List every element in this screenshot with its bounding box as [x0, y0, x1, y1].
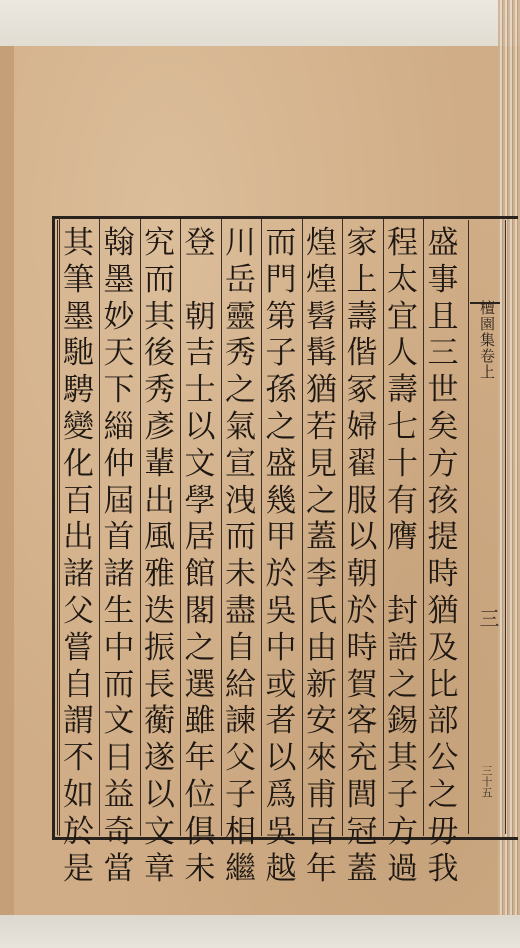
character: 文 [184, 445, 216, 482]
character: 學 [184, 482, 216, 519]
character: 文 [103, 703, 135, 740]
character: 幾 [265, 482, 297, 519]
character: 中 [265, 629, 297, 666]
page-number: 三十五 [480, 765, 493, 798]
character: 靈 [225, 298, 256, 335]
character: 位 [184, 776, 216, 813]
character: 未 [225, 556, 256, 593]
character: 孫 [265, 372, 297, 409]
character: 來 [306, 740, 337, 777]
character: 於 [63, 813, 94, 850]
character: 馳 [63, 335, 94, 372]
character: 矣 [427, 408, 459, 445]
character: 之 [427, 776, 459, 813]
character: 年 [184, 740, 216, 777]
character: 客 [346, 703, 378, 740]
character: 事 [427, 261, 459, 298]
character: 盛 [427, 225, 459, 261]
character: 吉 [184, 335, 216, 372]
character: 輩 [144, 445, 175, 482]
text-column [100, 225, 138, 890]
character: 究 [144, 225, 175, 261]
character: 如 [63, 776, 94, 813]
character: 孩 [427, 482, 459, 519]
character: 當 [103, 850, 135, 887]
character: 諸 [63, 556, 94, 593]
character: 振 [144, 629, 175, 666]
character: 秀 [144, 372, 175, 409]
character: 後 [144, 335, 175, 372]
character: 過 [387, 850, 418, 887]
column-rule [383, 219, 384, 836]
character: 翰 [103, 225, 135, 261]
character: 秀 [225, 335, 256, 372]
character: 充 [346, 740, 378, 777]
character: 父 [225, 740, 256, 777]
character: 誥 [387, 629, 418, 666]
character: 長 [144, 666, 175, 703]
character: 朝 [184, 298, 216, 335]
character: 安 [306, 703, 337, 740]
character: 而 [144, 261, 175, 298]
character: 選 [184, 666, 216, 703]
leaf-mark: 三 [476, 608, 500, 628]
text-column [303, 225, 341, 890]
character: 洩 [225, 482, 256, 519]
text-column [343, 225, 381, 890]
character: 百 [306, 813, 337, 850]
character: 生 [103, 592, 135, 629]
character: 妙 [103, 298, 135, 335]
character: 墨 [63, 298, 94, 335]
character: 十 [387, 445, 418, 482]
character: 甫 [306, 776, 337, 813]
character: 見 [306, 445, 337, 482]
character: 日 [103, 740, 135, 777]
character: 以 [144, 776, 175, 813]
text-column [60, 225, 98, 890]
character: 部 [427, 703, 459, 740]
character: 諫 [225, 703, 256, 740]
character: 宜 [387, 298, 418, 335]
text-column [262, 225, 300, 890]
character: 父 [63, 592, 94, 629]
character: 而 [225, 519, 256, 556]
character: 遂 [144, 740, 175, 777]
character: 雅 [144, 556, 175, 593]
character: 爲 [265, 776, 297, 813]
character: 家 [346, 225, 378, 261]
character: 岳 [225, 261, 256, 298]
character: 百 [63, 482, 94, 519]
character: 自 [63, 666, 94, 703]
character: 於 [265, 556, 297, 593]
character: 以 [265, 740, 297, 777]
character: 猶 [306, 372, 337, 409]
character: 之 [184, 629, 216, 666]
character: 屆 [103, 482, 135, 519]
character: 偕 [346, 335, 378, 372]
character: 益 [103, 776, 135, 813]
character: 化 [63, 445, 94, 482]
character: 雖 [184, 703, 216, 740]
character: 方 [427, 445, 459, 482]
character: 風 [144, 519, 175, 556]
character: 方 [387, 813, 418, 850]
character: 緇 [103, 408, 135, 445]
character: 若 [306, 408, 337, 445]
character: 及 [427, 629, 459, 666]
character: 變 [63, 408, 94, 445]
character: 以 [346, 519, 378, 556]
character: 彥 [144, 408, 175, 445]
character: 盛 [265, 445, 297, 482]
character: 嘗 [63, 629, 94, 666]
character: 登 [184, 225, 216, 261]
character: 出 [63, 519, 94, 556]
left-page-edge [0, 46, 15, 915]
character: 煌 [306, 261, 337, 298]
character: 新 [306, 666, 337, 703]
column-rule [261, 219, 262, 836]
character: 首 [103, 519, 135, 556]
character: 服 [346, 482, 378, 519]
character [195, 265, 205, 302]
character: 以 [184, 408, 216, 445]
character: 封 [387, 592, 418, 629]
character: 公 [427, 740, 459, 777]
character: 館 [184, 556, 216, 593]
character: 居 [184, 519, 216, 556]
character: 是 [63, 850, 94, 887]
character [398, 559, 408, 596]
character: 仲 [103, 445, 135, 482]
character: 中 [103, 629, 135, 666]
character: 子 [387, 776, 418, 813]
character: 閭 [346, 776, 378, 813]
character: 時 [346, 629, 378, 666]
character: 第 [265, 298, 297, 335]
character: 士 [184, 372, 216, 409]
character: 騁 [63, 372, 94, 409]
character: 俱 [184, 813, 216, 850]
character: 太 [387, 261, 418, 298]
character: 錫 [387, 703, 418, 740]
character: 天 [103, 335, 135, 372]
column-rule [59, 219, 60, 836]
character: 出 [144, 482, 175, 519]
character: 而 [103, 666, 135, 703]
text-column [424, 225, 462, 890]
character: 宣 [225, 445, 256, 482]
character: 七 [387, 408, 418, 445]
character: 膺 [387, 519, 418, 556]
page-top-margin [0, 0, 520, 46]
character: 自 [225, 629, 256, 666]
character: 煌 [306, 225, 337, 261]
character: 朝 [346, 556, 378, 593]
character: 筆 [63, 261, 94, 298]
text-column [384, 225, 422, 890]
character: 蓋 [346, 850, 378, 887]
character: 於 [346, 592, 378, 629]
text-column [181, 225, 219, 890]
character: 毋 [427, 813, 459, 850]
character: 氣 [225, 408, 256, 445]
character: 子 [225, 776, 256, 813]
character: 李 [306, 556, 337, 593]
character: 門 [265, 261, 297, 298]
character: 或 [265, 666, 297, 703]
character: 子 [265, 335, 297, 372]
character: 翟 [346, 445, 378, 482]
character: 比 [427, 666, 459, 703]
character: 程 [387, 225, 418, 261]
character: 其 [387, 740, 418, 777]
character: 有 [387, 482, 418, 519]
character: 上 [346, 261, 378, 298]
character: 蓋 [306, 519, 337, 556]
character: 之 [306, 482, 337, 519]
character: 冠 [346, 813, 378, 850]
character: 未 [184, 850, 216, 887]
character: 吳 [265, 592, 297, 629]
column-rule [221, 219, 222, 836]
character: 冢 [346, 372, 378, 409]
character: 奇 [103, 813, 135, 850]
character: 墨 [103, 261, 135, 298]
column-rule [302, 219, 303, 836]
character: 其 [63, 225, 94, 261]
character: 提 [427, 519, 459, 556]
character: 賀 [346, 666, 378, 703]
character: 章 [144, 850, 175, 887]
character: 不 [63, 740, 94, 777]
character: 越 [265, 850, 297, 887]
character: 諸 [103, 556, 135, 593]
page-bottom-margin [0, 915, 520, 948]
character: 繼 [225, 850, 256, 887]
character: 髯 [306, 335, 337, 372]
character: 婦 [346, 408, 378, 445]
character: 而 [265, 225, 297, 261]
character: 壽 [346, 298, 378, 335]
column-rule [423, 219, 424, 836]
character: 年 [306, 850, 337, 887]
character: 吳 [265, 813, 297, 850]
character: 且 [427, 298, 459, 335]
character: 人 [387, 335, 418, 372]
character: 其 [144, 298, 175, 335]
text-column [222, 225, 260, 890]
fish-tail-title: 檀園集卷上 [478, 300, 496, 380]
character: 之 [265, 408, 297, 445]
character: 甲 [265, 519, 297, 556]
character: 壽 [387, 372, 418, 409]
column-rule [99, 219, 100, 836]
character: 蘅 [144, 703, 175, 740]
character: 給 [225, 666, 256, 703]
character: 盡 [225, 592, 256, 629]
character: 世 [427, 372, 459, 409]
character: 由 [306, 629, 337, 666]
character: 閣 [184, 592, 216, 629]
column-rule [180, 219, 181, 836]
text-column [141, 225, 179, 890]
character: 之 [387, 666, 418, 703]
character: 之 [225, 372, 256, 409]
character: 謂 [63, 703, 94, 740]
character: 三 [427, 335, 459, 372]
character: 相 [225, 813, 256, 850]
character: 猶 [427, 592, 459, 629]
character: 者 [265, 703, 297, 740]
column-rule [140, 219, 141, 836]
character: 時 [427, 556, 459, 593]
character: 下 [103, 372, 135, 409]
column-rule [342, 219, 343, 836]
character: 髫 [306, 298, 337, 335]
character: 迭 [144, 592, 175, 629]
character: 文 [144, 813, 175, 850]
character: 我 [427, 850, 459, 887]
character: 氏 [306, 592, 337, 629]
character: 川 [225, 225, 256, 261]
